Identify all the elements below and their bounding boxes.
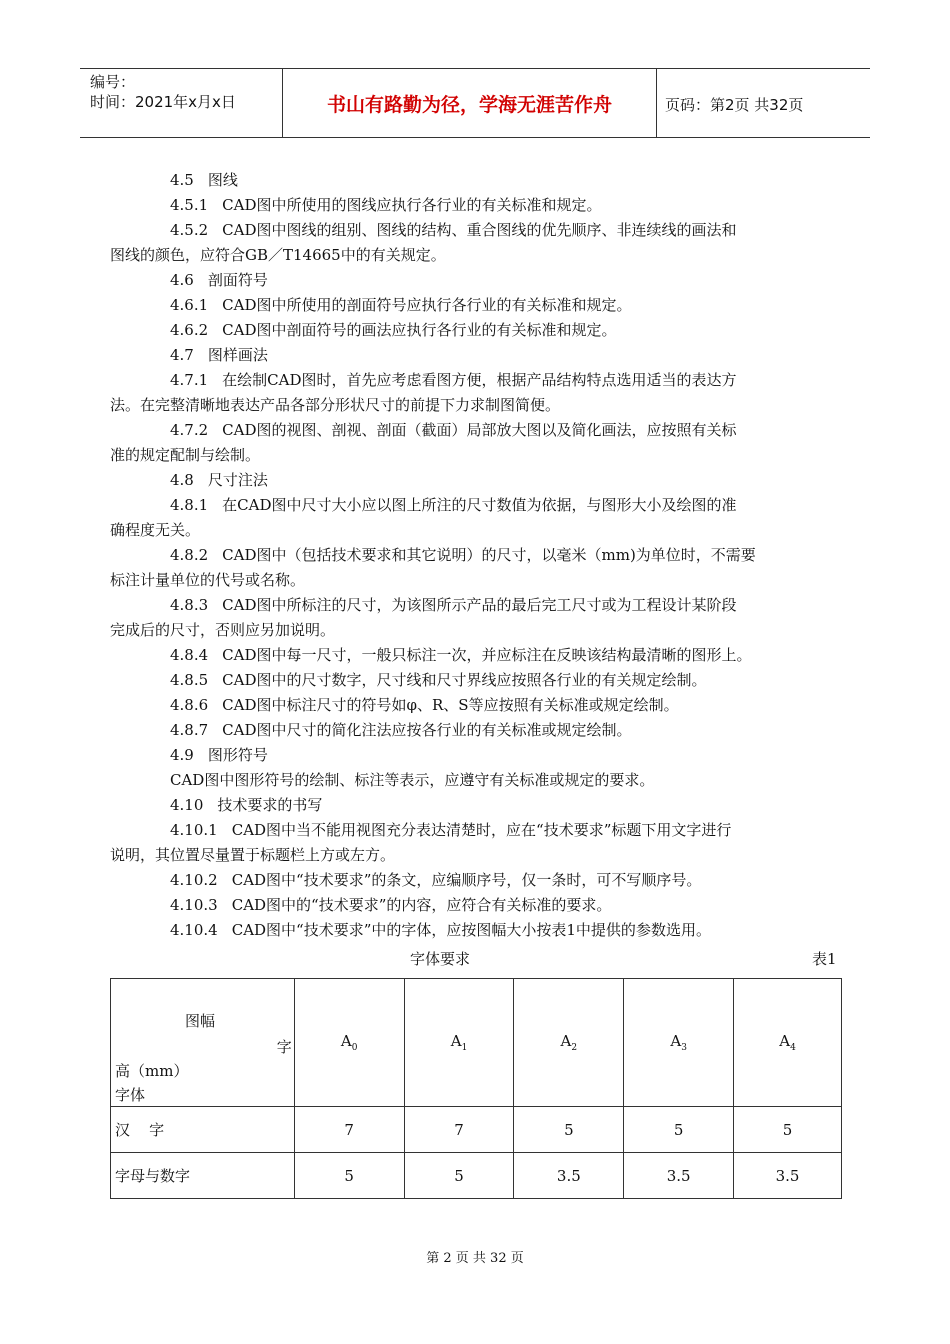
section-number: 4.6 — [170, 271, 194, 289]
paragraph-line — [110, 593, 845, 618]
section-number: 4.10.3 — [170, 896, 218, 914]
table-cell: 3.5 — [624, 1153, 734, 1199]
page-header — [80, 68, 870, 138]
section-number: 4.8.2 — [170, 546, 209, 564]
paragraph-line — [110, 443, 845, 468]
section-number: 4.8.4 — [170, 646, 209, 664]
section-number: 4.8 — [170, 471, 194, 489]
paragraph-line — [110, 343, 845, 368]
paragraph-line — [110, 718, 845, 743]
section-number: 4.5 — [170, 171, 194, 189]
section-number: 4.5.1 — [170, 196, 209, 214]
line-text: 确程度无关。 — [110, 521, 201, 539]
column-header: $A_4$ — [734, 979, 842, 1107]
paragraph-line — [110, 393, 845, 418]
line-text: 在CAD图中尺寸大小应以图上所注的尺寸数值为依据，与图形大小及绘图的准 — [222, 496, 737, 514]
section-number: 4.5.2 — [170, 221, 209, 239]
line-text: CAD图中（包括技术要求和其它说明）的尺寸，以毫米（mm)为单位时，不需要 — [222, 546, 756, 564]
line-text: CAD图的视图、剖视、剖面（截面）局部放大图以及简化画法，应按照有关标 — [222, 421, 737, 439]
header-font: 字体 — [115, 1085, 146, 1104]
line-text: CAD图中“技术要求”的条文，应编顺序号，仅一条时，可不写顺序号。 — [231, 871, 702, 889]
paragraph-line — [110, 368, 845, 393]
paragraph-line — [110, 493, 845, 518]
section-number: 4.8.1 — [170, 496, 209, 514]
date-label: 时间：2021年x月x日 — [90, 93, 236, 111]
header-meta — [80, 69, 282, 137]
paragraph-line — [110, 768, 845, 793]
paragraph-line — [110, 818, 845, 843]
paragraph-line — [110, 518, 845, 543]
paragraph-line — [110, 243, 845, 268]
table-cell: 5 — [404, 1153, 514, 1199]
line-text: 图形符号 — [207, 746, 268, 764]
page-footer: 第 2 页 共 32 页 — [426, 1251, 524, 1266]
paragraph-line — [110, 668, 845, 693]
section-number: 4.10.1 — [170, 821, 218, 839]
paragraph-line — [110, 543, 845, 568]
paragraph-line — [110, 218, 845, 243]
paragraph-line — [110, 918, 845, 943]
line-text: CAD图中所使用的剖面符号应执行各行业的有关标准和规定。 — [222, 296, 632, 314]
table-row — [111, 1107, 842, 1153]
line-text: 图线 — [207, 171, 238, 189]
section-number: 4.7.2 — [170, 421, 209, 439]
header-char: 字 — [276, 1037, 292, 1056]
line-text: CAD图中剖面符号的画法应执行各行业的有关标准和规定。 — [222, 321, 617, 339]
column-header: $A_3$ — [624, 979, 734, 1107]
column-header: $A_0$ — [294, 979, 404, 1107]
section-number: 4.9 — [170, 746, 194, 764]
paragraph-line — [110, 618, 845, 643]
section-number: 4.8.6 — [170, 696, 209, 714]
paragraph-line — [110, 418, 845, 443]
row-label: 字母与数字 — [111, 1153, 295, 1199]
column-header: $A_1$ — [404, 979, 514, 1107]
section-number: 4.10.2 — [170, 871, 218, 889]
header-motto: 书山有路勤为径，学海无涯苦作舟 — [282, 69, 657, 137]
line-text: 剖面符号 — [207, 271, 268, 289]
line-text: 说明，其位置尽量置于标题栏上方或左方。 — [110, 846, 396, 864]
section-number: 4.8.3 — [170, 596, 209, 614]
line-text: CAD图中所标注的尺寸，为该图所示产品的最后完工尺寸或为工程设计某阶段 — [222, 596, 737, 614]
line-text: CAD图中每一尺寸，一般只标注一次，并应标注在反映该结构最清晰的图形上。 — [222, 646, 752, 664]
table-number: 表1 — [812, 950, 837, 968]
line-text: CAD图中图线的组别、图线的结构、重合图线的优先顺序、非连续线的画法和 — [222, 221, 737, 239]
document-body — [110, 168, 845, 943]
line-text: 技术要求的书写 — [217, 796, 323, 814]
section-number: 4.8.5 — [170, 671, 209, 689]
line-text: 法。在完整清晰地表达产品各部分形状尺寸的前提下力求制图简便。 — [110, 396, 561, 414]
paragraph-line — [110, 843, 845, 868]
column-header: $A_2$ — [514, 979, 624, 1107]
line-text: CAD图中尺寸的简化注法应按各行业的有关标准或规定绘制。 — [222, 721, 632, 739]
table-cell: 5 — [294, 1153, 404, 1199]
section-number: 4.6.2 — [170, 321, 209, 339]
table-caption: 字体要求 — [410, 950, 471, 968]
paragraph-line — [110, 318, 845, 343]
paragraph-line — [110, 568, 845, 593]
paragraph-line — [110, 193, 845, 218]
table-cell: 3.5 — [734, 1153, 842, 1199]
paragraph-line — [110, 168, 845, 193]
line-text: CAD图中的尺寸数字，尺寸线和尺寸界线应按照各行业的有关规定绘制。 — [222, 671, 707, 689]
line-text: CAD图中“技术要求”中的字体，应按图幅大小按表1中提供的参数选用。 — [231, 921, 711, 939]
table-cell: 5 — [514, 1107, 624, 1153]
section-number: 4.7 — [170, 346, 194, 364]
line-text: CAD图中图形符号的绘制、标注等表示，应遵守有关标准或规定的要求。 — [170, 771, 655, 789]
line-text: 图样画法 — [207, 346, 268, 364]
paragraph-line — [110, 293, 845, 318]
paragraph-line — [110, 893, 845, 918]
section-number: 4.10.4 — [170, 921, 218, 939]
paragraph-line — [110, 793, 845, 818]
line-text: CAD图中当不能用视图充分表达清楚时，应在“技术要求”标题下用文字进行 — [231, 821, 732, 839]
paragraph-line — [110, 268, 845, 293]
line-text: CAD图中所使用的图线应执行各行业的有关标准和规定。 — [222, 196, 602, 214]
line-text: CAD图中的“技术要求”的内容，应符合有关标准的要求。 — [231, 896, 612, 914]
row-label: 汉 字 — [111, 1107, 295, 1153]
paragraph-line — [110, 868, 845, 893]
line-text: 图线的颜色，应符合GB／T14665中的有关规定。 — [110, 246, 446, 264]
table-cell: 3.5 — [514, 1153, 624, 1199]
serial-label: 编号： — [90, 73, 136, 91]
line-text: 准的规定配制与绘制。 — [110, 446, 261, 464]
section-number: 4.8.7 — [170, 721, 209, 739]
paragraph-line — [110, 643, 845, 668]
table-cell: 7 — [294, 1107, 404, 1153]
page-number-label: 页码：第2页 共32页 — [665, 96, 804, 114]
header-height: 高（mm） — [115, 1061, 189, 1080]
table-cell: 7 — [404, 1107, 514, 1153]
font-requirements-table — [110, 978, 842, 1199]
section-number: 4.10 — [170, 796, 204, 814]
line-text: 标注计量单位的代号或名称。 — [110, 571, 306, 589]
line-text: 在绘制CAD图时，首先应考虑看图方便，根据产品结构特点选用适当的表达方 — [222, 371, 737, 389]
line-text: CAD图中标注尺寸的符号如φ、R、S等应按照有关标准或规定绘制。 — [222, 696, 679, 714]
table-row — [111, 1153, 842, 1199]
section-number: 4.6.1 — [170, 296, 209, 314]
header-paper-size: 图幅 — [185, 1011, 216, 1030]
paragraph-line — [110, 693, 845, 718]
line-text: 完成后的尺寸，否则应另加说明。 — [110, 621, 336, 639]
table-cell: 5 — [734, 1107, 842, 1153]
line-text: 尺寸注法 — [207, 471, 268, 489]
paragraph-line — [110, 743, 845, 768]
table-cell: 5 — [624, 1107, 734, 1153]
paragraph-line — [110, 468, 845, 493]
section-number: 4.7.1 — [170, 371, 209, 389]
table-header-row — [111, 979, 842, 1107]
diagonal-header-cell — [111, 979, 295, 1107]
